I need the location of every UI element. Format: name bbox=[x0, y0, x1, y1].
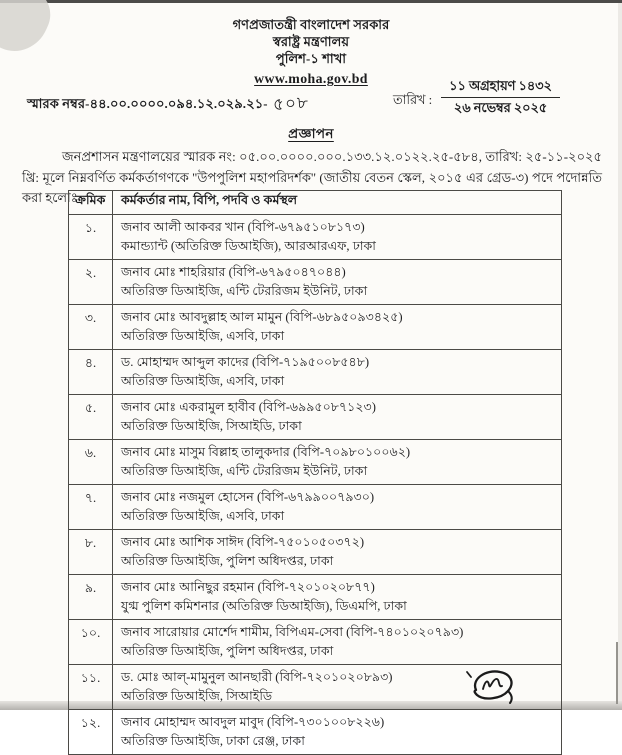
date-label: তারিখ : bbox=[393, 93, 433, 107]
ministry-website-link: www.moha.gov.bd bbox=[254, 71, 368, 86]
row-serial: ৭. bbox=[69, 485, 113, 530]
table-row bbox=[69, 620, 562, 665]
officer-name: ড. মোঃ আল্-মামুনুল আনছারী (বিপি-৭২০১০২০৮৯৩) bbox=[121, 670, 393, 684]
scan-right-edge-line bbox=[616, 642, 618, 704]
date-gregorian: ২৬ নভেম্বর ২০২৫ bbox=[453, 101, 548, 115]
table-row bbox=[69, 260, 562, 305]
officer-name: জনাব আলী আকবর খান (বিপি-৬৭৯৫১০৮১৭৩) bbox=[121, 220, 365, 234]
row-serial: ১২. bbox=[69, 710, 113, 755]
officer-posting: অতিরিক্ত ডিআইজি, ঢাকা রেঞ্জ, ঢাকা bbox=[121, 734, 305, 748]
memo-number-line bbox=[27, 90, 309, 118]
column-header-serial: ক্রমিক bbox=[69, 191, 113, 215]
officer-posting: অতিরিক্ত ডিআইজি, এন্টি টেররিজম ইউনিট, ঢাকা bbox=[121, 284, 368, 298]
officer-posting: অতিরিক্ত ডিআইজি, পুলিশ অধিদপ্তর, ঢাকা bbox=[121, 554, 334, 568]
table-row bbox=[69, 575, 562, 620]
row-serial: ৪. bbox=[69, 350, 113, 395]
row-serial: ৯. bbox=[69, 575, 113, 620]
row-serial: ৮. bbox=[69, 530, 113, 575]
table-header-row bbox=[69, 191, 562, 215]
officer-posting: কমান্ড্যান্ট (অতিরিক্ত ডিআইজি), আরআরএফ, ঢাকা bbox=[121, 239, 376, 253]
row-serial: ১১. bbox=[69, 665, 113, 710]
table-row bbox=[69, 215, 562, 260]
officer-name: জনাব মোঃ নজমুল হোসেন (বিপি-৬৭৯৯০০৭৯৩০) bbox=[121, 490, 375, 504]
officer-name: ড. মোহাম্মদ আব্দুল কাদের (বিপি-৭১৯৫০০৮৫৪৮) bbox=[121, 355, 370, 369]
officer-name: জনাব মোঃ আবদুল্লাহ আল মামুন (বিপি-৬৮৯৫০৯৩৪২৫) bbox=[121, 310, 403, 324]
officer-name: জনাব মোঃ আশিক সাঈদ (বিপি-৭৫০১০৫০৩৭২) bbox=[121, 535, 365, 549]
officer-posting: অতিরিক্ত ডিআইজি, এন্টি টেররিজম ইউনিট, ঢাকা bbox=[121, 464, 368, 478]
row-serial: ৫. bbox=[69, 395, 113, 440]
table-row bbox=[69, 530, 562, 575]
memo-number-handwritten: ৫০৮ bbox=[272, 92, 310, 115]
branch-name: পুলিশ-১ শাখা bbox=[275, 52, 347, 66]
date-bengali-calendar: ১১ অগ্রহায়ণ ১৪৩২ bbox=[441, 79, 560, 98]
table-row bbox=[69, 710, 562, 755]
intro-paragraph: জনপ্রশাসন মন্ত্রণালয়ের স্মারক নং: ০৫.০০.০০০০.০০০.১৩৩.১২.০১২২.২৫-৫৮৪, তারিখ: ২৫-১১-২০২৫ খ্রি: মূলে নিম্নবর্ণিত কর্মকর্তাগণকে ''উপপুলিশ মহাপরিদর্শক'' (জাতীয় বেতন স্কেল, ২০১৫ এর গ্রেড-৩) পদে পদোন্নতি করা হলোঃ bbox=[22, 150, 602, 205]
row-serial: ৩. bbox=[69, 305, 113, 350]
officer-name: জনাব মোঃ একরামুল হাবীব (বিপি-৬৯৯৫০৮৭১২৩) bbox=[121, 400, 376, 414]
table-row bbox=[69, 440, 562, 485]
officer-name: জনাব মোহাম্মদ আবদুল মাবুদ (বিপি-৭৩০১০০৮২২৬) bbox=[121, 715, 385, 729]
officer-posting: যুগ্ম পুলিশ কমিশনার (অতিরিক্ত ডিআইজি), ডিএমপি, ঢাকা bbox=[121, 599, 407, 613]
signature-mark bbox=[460, 662, 518, 706]
officer-posting: অতিরিক্ত ডিআইজি, এসবি, ঢাকা bbox=[121, 329, 285, 343]
row-serial: ৬. bbox=[69, 440, 113, 485]
table-row bbox=[69, 350, 562, 395]
letterhead bbox=[0, 17, 622, 88]
signature-scribble-icon bbox=[460, 662, 518, 706]
notification-title-row bbox=[0, 123, 622, 146]
officer-posting: অতিরিক্ত ডিআইজি, পুলিশ অধিদপ্তর, ঢাকা bbox=[121, 644, 334, 658]
officer-posting: অতিরিক্ত ডিআইজি, সিআইডি, ঢাকা bbox=[121, 419, 302, 433]
notification-title: প্রজ্ঞাপন bbox=[288, 126, 334, 141]
officer-posting: অতিরিক্ত ডিআইজি, সিআইডি bbox=[121, 689, 273, 703]
row-serial: ১০. bbox=[69, 620, 113, 665]
government-name: গণপ্রজাতন্ত্রী বাংলাদেশ সরকার bbox=[232, 18, 390, 32]
ministry-name: স্বরাষ্ট্র মন্ত্রণালয় bbox=[272, 35, 350, 49]
officer-name: জনাব মোঃ মাসুম বিল্লাহ তালুকদার (বিপি-৭০৯৮০১০০৬২) bbox=[121, 445, 411, 459]
officer-posting: অতিরিক্ত ডিআইজি, এসবি, ঢাকা bbox=[121, 509, 285, 523]
row-serial: ২. bbox=[69, 260, 113, 305]
officer-name: জনাব মোঃ শাহরিয়ার (বিপি-৬৭৯৫০৪৭০৪৪) bbox=[121, 265, 346, 279]
officer-name: জনাব মোঃ আনিছুর রহমান (বিপি-৭২০১০২০৮৭৭) bbox=[121, 580, 375, 594]
memo-number-printed: স্মারক নম্বর-৪৪.০০.০০০০.০৯৪.১২.০২৯.২১- bbox=[27, 97, 268, 111]
date-block bbox=[393, 79, 560, 116]
row-serial: ১. bbox=[69, 215, 113, 260]
officer-posting: অতিরিক্ত ডিআইজি, এসবি, ঢাকা bbox=[121, 374, 285, 388]
scan-right-edge-shadow bbox=[618, 0, 622, 710]
table-row bbox=[69, 485, 562, 530]
scan-top-edge bbox=[0, 0, 622, 3]
column-header-details: কর্মকর্তার নাম, বিপি, পদবি ও কর্মস্থল bbox=[113, 191, 562, 215]
officer-name: জনাব সারোয়ার মোর্শেদ শামীম, বিপিএম-সেবা (বিপি-৭৪০১০২০৭৯৩) bbox=[121, 625, 464, 639]
table-row bbox=[69, 305, 562, 350]
date-values bbox=[441, 79, 560, 116]
table-row bbox=[69, 395, 562, 440]
